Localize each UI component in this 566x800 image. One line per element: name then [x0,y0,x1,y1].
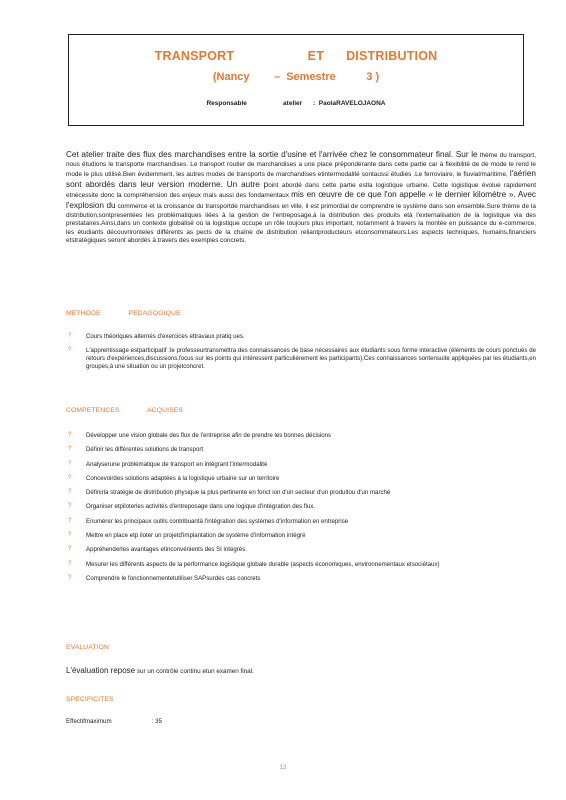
bullet-icon: ? [68,489,72,496]
list-item [66,489,536,497]
page-title: TRANSPORT ET DISTRIBUTION [154,49,438,63]
methode-heading: METHODE PEDAGOGIQUE [66,310,181,317]
bullet-icon: ? [68,460,72,467]
list-item [66,333,536,341]
list-item-text: Organiser etpiloterles activités d'entreposage dans une logique d'intégration des flux. [86,503,315,511]
header-box [68,34,524,126]
effectif-line [66,718,162,725]
list-item [66,461,536,469]
list-item-text: Définir les différentes solutions de transport [86,446,204,454]
bullet-icon: ? [68,546,72,553]
evaluation-lead: L'évaluation repose [66,666,136,675]
list-item [66,446,536,454]
evaluation-heading: EVALUATION [66,644,110,651]
bullet-icon: ? [68,474,72,481]
bullet-icon: ? [68,503,72,510]
specificites-heading: SPECIFICITES [66,696,114,703]
competences-list [66,432,536,589]
list-item-text: Enumérer les principaux outils contribuantà l'intégration des systèmes d'information en entreprise [86,517,349,525]
list-item-text: Cours théoriques alternés d'exercices ettravaux pratiq ues. [86,333,245,340]
page-subtitle: (Nancy – Semestre 3 ) [212,71,380,83]
list-item [66,503,536,511]
list-item-text: Comprendre le fonctionnementetutiliser SAPsurdes cas concrets [86,574,261,582]
bullet-icon: ? [68,432,72,438]
list-item-text: Analyserune problématique de transport en intégrant l'intermodalité [86,460,268,468]
list-item-text: Concevoirdes solutions adaptées à la logistique urbaine sur un territoire [86,474,280,482]
intro-text-3: commerce et la croissance du transportde marchandises en ville, il est primordial de comprendre le système dans son ensemble.Sure thème de la distribution,sontpresentées les problématiques liées à la gestion de l'entreposage,à la distribution des produits età l'externalisation de la logistique via des prestataires.Ainsi,dans un contexte globalisé où la logistique occupe un rôle toujours plus important, notamment à travers la montée en puissance du e-commerce, les étudiants découvrironteles différents as pects de la chaîne de distribution reliantproducteurs etconsommateurs.Les aspects techniques, humains,financiers etstratégiques seront abordés à travers des exemples concrets. [66,202,536,245]
list-item [66,561,536,569]
list-item [66,432,536,440]
effectif-value: : 35 [151,718,162,725]
list-item-text: L'apprentissage estparticipatif :le professeurtransmettra des connaissances de base nécessaires aux étudiants sous forme interactive (éléments de cours ponctués de retours d'expériences,discussions,focus sur les points qui intéressent particulièrement les participants).Ces connaissances sontensuite appliquées par les étudiants,en groupes,à une situation ou un projetconcret. [86,347,536,370]
intro-lead-2: l'aérien sont abordés dans leur version moderne. Un autre p [66,169,536,189]
evaluation-rest: sur un contrôle continu etun examen final. [136,668,254,675]
responsable-line: Responsable atelier : PaolaRAVELOJAONA [206,100,386,107]
evaluation-text [66,666,254,675]
effectif-label: Effectifmaximum [66,718,112,725]
list-item-text: Définirla stratégie de distribution physique la plus pertinente en fonct ion d'un secteur d'un produitou d'un marché [86,489,391,497]
page-number: 12 [279,764,287,771]
list-item [66,518,536,526]
list-item [66,475,536,483]
intro-lead-1: Cet atelier traite des flux des marchandises entre la sortie d'usine et l'arrivée chez le consommateur final. Sur le [66,150,478,159]
intro-text-2: oint abordé dans cette partie estla logistique urbaine. Cette logistique évolue rapidement etnécessite donc la compréhension des enjeux mais aussi des fondamentaux [66,181,536,200]
bullet-icon: ? [68,574,72,581]
list-item-text: Développer une vision globale des flux de l'entreprise afin de prendre les bonnes décisions [86,432,332,439]
bullet-icon: ? [68,517,72,524]
list-item-text: Appréhenderles avantages etinconvénients des SI intégrés. [86,546,247,554]
list-item [66,532,536,540]
methode-list [66,333,536,377]
bullet-icon: ? [68,532,72,539]
intro-lead-3: mis en œuvre de ce que l'on appelle « le dernier kilomètre ». Avec l'explosion du [66,190,536,210]
competences-heading: COMPETENCES ACQUISES [66,407,183,414]
intro-text-1: thème du transport, nous étudions le transporte marchandises. Le transport routier de marchandises a une place prépondérante dans cette partie car à flexibilité de de mode le rend le mode le plus utilisé.Bien évidemment, les autres modes de transports de marchandises etintermodalité sontaussi étudiés .Le ferroviaire, le fluvial/maritime, [66,152,536,179]
bullet-icon: ? [68,347,72,354]
list-item [66,575,536,583]
list-item-text: Mesurer les différents aspects de la performance logistique globale durable (aspects économiques, environnementaux etsociétaux) [86,560,440,568]
list-item [66,546,536,554]
bullet-icon: ? [68,446,72,453]
list-item-text: Mettre en place etp iloter un projetd'implantation de système d'information intégré [86,532,306,540]
intro-paragraph [66,150,536,246]
list-item [66,347,536,370]
bullet-icon: ? [68,333,72,339]
bullet-icon: ? [68,560,72,567]
